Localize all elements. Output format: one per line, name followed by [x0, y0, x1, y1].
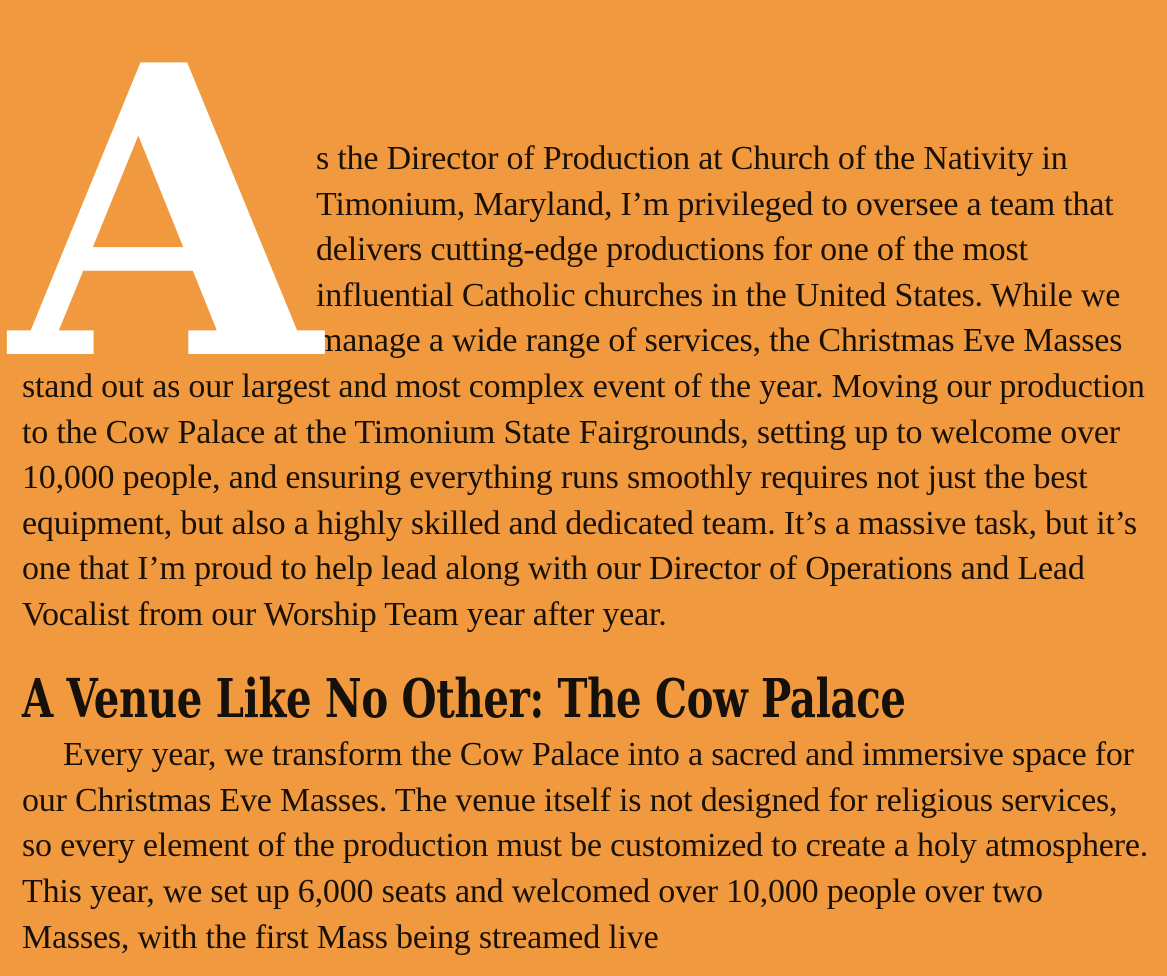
section-heading: A Venue Like No Other: The Cow Palace [22, 667, 906, 730]
venue-paragraph: Every year, we transform the Cow Palace into a sacred and immersive space for our Christmas Eve Masses. The venue itself is not designed for religious services, so every element of the production must be customized to create a holy atmosphere. This year, we set up 6,000 seats and welcomed over 10,000 people over two Masses, with the first Mass being streamed live [22, 736, 1149, 956]
drop-cap-letter: A [10, 0, 321, 449]
intro-paragraph-text: s the Director of Production at Church of the Nativity in Timonium, Maryland, I’m privileged to oversee a team that delivers cutting-edge productions for one of the most influential Catholic churches in the United States. While we manage a wide range of services, the Christmas Eve Masses stand out as our largest and most complex event of the year. Moving our production to the Cow Palace at the Timonium State Fairgrounds, setting up to welcome over 10,000 people, and ensuring everything runs smoothly requires not just the best equipment, but also a highly skilled and dedicated team. It’s a massive task, but it’s one that I’m proud to help lead along with our Director of Operations and Lead Vocalist from our Worship Team year after year. [22, 140, 1145, 633]
